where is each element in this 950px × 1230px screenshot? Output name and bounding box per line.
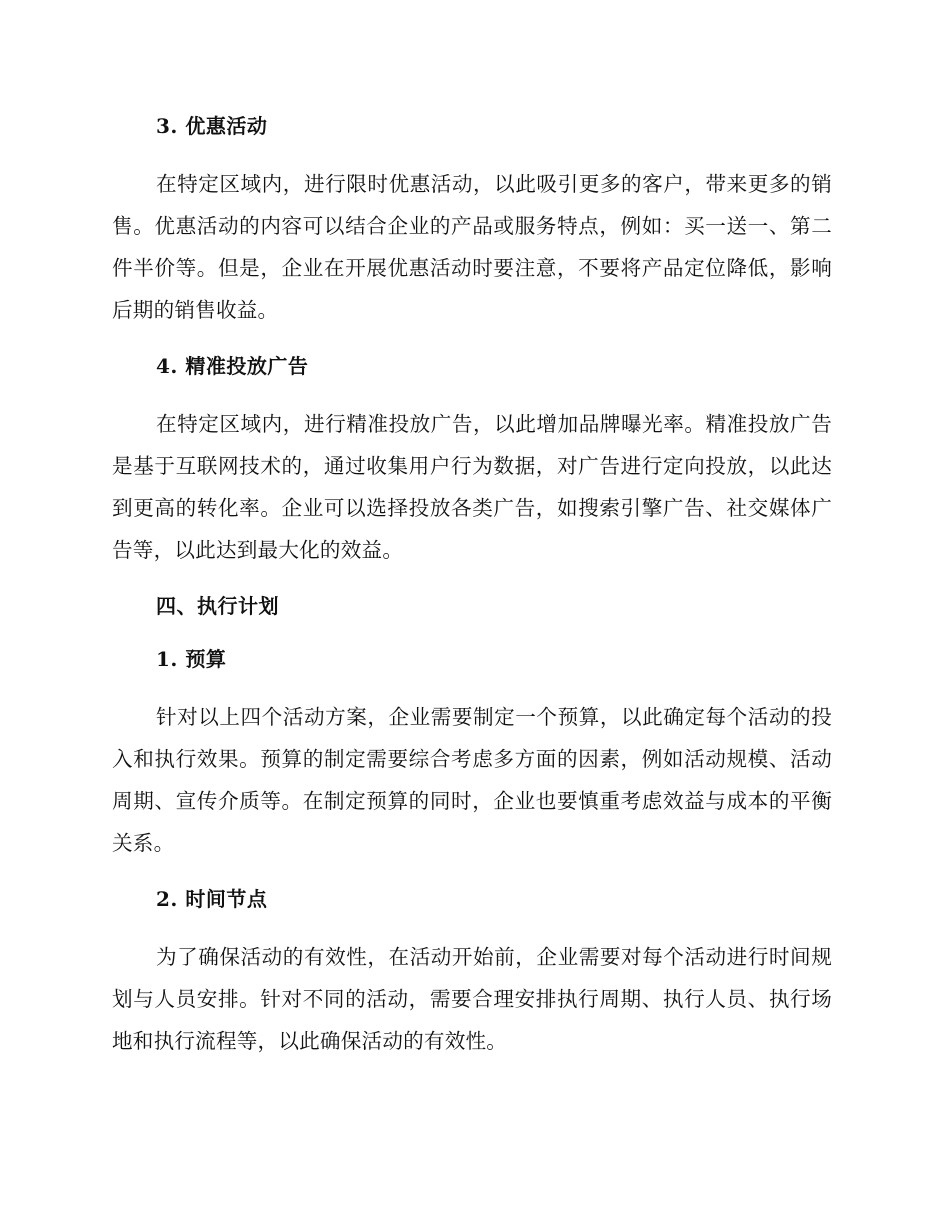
paragraph-promotion: 在特定区域内，进行限时优惠活动，以此吸引更多的客户，带来更多的销售。优惠活动的内容可以结合企业的产品或服务特点，例如：买一送一、第二件半价等。但是，企业在开展优惠活动时要注意，不要将产品定位降低，影响后期的销售收益。	[112, 172, 832, 322]
paragraph-targeted-ads: 在特定区域内，进行精准投放广告，以此增加品牌曝光率。精准投放广告是基于互联网技术的，通过收集用户行为数据，对广告进行定向投放，以此达到更高的转化率。企业可以选择投放各类广告，如搜索引擎广告、社交媒体广告等，以此达到最大化的效益。	[112, 412, 832, 562]
paragraph-timeline: 为了确保活动的有效性，在活动开始前，企业需要对每个活动进行时间规划与人员安排。针对不同的活动，需要合理安排执行周期、执行人员、执行场地和执行流程等，以此确保活动的有效性。	[112, 945, 832, 1053]
paragraph-budget: 针对以上四个活动方案，企业需要制定一个预算，以此确定每个活动的投入和执行效果。预算的制定需要综合考虑多方面的因素，例如活动规模、活动周期、宣传介质等。在制定预算的同时，企业也要慎重考虑效益与成本的平衡关系。	[112, 705, 832, 855]
document-body	[112, 110, 832, 1081]
chapter-heading-execution-plan: 四、执行计划	[156, 594, 279, 618]
section-heading-timeline: 2. 时间节点	[156, 887, 268, 911]
section-heading-promotion: 3. 优惠活动	[156, 114, 268, 138]
section-heading-targeted-ads: 4. 精准投放广告	[156, 354, 309, 378]
section-heading-budget: 1. 预算	[156, 647, 227, 671]
